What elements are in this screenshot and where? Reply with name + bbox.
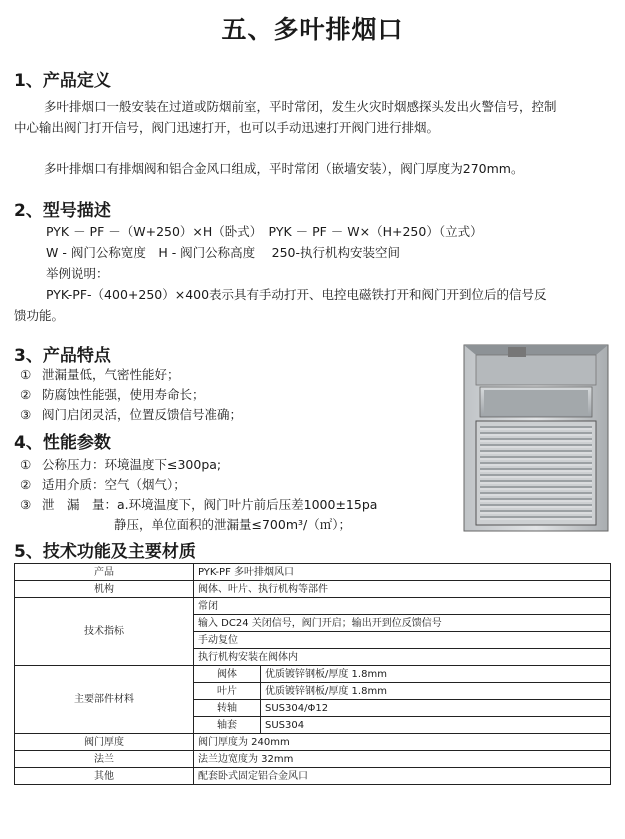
table-row (15, 581, 611, 598)
model-example-line2: 馈功能。 (14, 308, 65, 323)
table-value: SUS304/Φ12 (261, 700, 611, 717)
performance-item-continued: 静压，单位面积的泄漏量≤700m³/（㎡）； (114, 517, 351, 532)
table-row (15, 734, 611, 751)
table-value: SUS304 (261, 717, 611, 734)
performance-item: ③ 泄 漏 量：a.环境温度下，阀门叶片前后压差1000±15pa (20, 497, 378, 512)
table-value: 优质镀锌钢板/厚度 1.8mm (261, 683, 611, 700)
table-row (15, 751, 611, 768)
table-label: 其他 (15, 768, 194, 785)
section-heading-definition: 1、产品定义 (14, 71, 111, 91)
table-value: 法兰边宽度为 32mm (194, 751, 611, 768)
definition-paragraph-line1: 多叶排烟口一般安装在过道或防烟前室，平时常闭，发生火灾时烟感探头发出火警信号，控制 (44, 99, 557, 114)
table-label: 阀门厚度 (15, 734, 194, 751)
table-row (15, 768, 611, 785)
definition-paragraph-2: 多叶排烟口有排烟阀和铝合金风口组成，平时常闭（嵌墙安装），阀门厚度为270mm。 (44, 161, 524, 176)
table-value: 手动复位 (194, 632, 611, 649)
table-value: 输入 DC24 关闭信号，阀门开启；输出开到位反馈信号 (194, 615, 611, 632)
section-heading-materials: 5、技术功能及主要材质 (14, 542, 196, 562)
table-part: 轴套 (194, 717, 261, 734)
spec-table (14, 563, 611, 785)
table-row (15, 666, 611, 683)
table-row (15, 598, 611, 615)
feature-item: ② 防腐蚀性能强，使用寿命长； (20, 387, 205, 402)
performance-item: ② 适用介质：空气（烟气）； (20, 477, 186, 492)
smoke-exhaust-vent-image (462, 343, 610, 533)
feature-item: ③ 阀门启闭灵活，位置反馈信号准确； (20, 407, 243, 422)
model-example-label: 举例说明： (46, 266, 109, 281)
table-label: 技术指标 (15, 598, 194, 666)
table-value: 优质镀锌钢板/厚度 1.8mm (261, 666, 611, 683)
model-example-line1: PYK-PF-（400+250）×400表示具有手动打开、电控电磁铁打开和阀门开到位后的信号反 (46, 287, 547, 302)
table-label: 机构 (15, 581, 194, 598)
table-part: 阀体 (194, 666, 261, 683)
table-label: 主要部件材料 (15, 666, 194, 734)
section-heading-features: 3、产品特点 (14, 346, 111, 366)
table-part: 叶片 (194, 683, 261, 700)
page-title: 五、多叶排烟口 (221, 15, 404, 44)
model-format-line: PYK － PF －（W+250）×H（卧式） PYK － PF － W×（H+250）（立式） (46, 224, 483, 239)
table-value: 常闭 (194, 598, 611, 615)
section-heading-performance: 4、性能参数 (14, 433, 111, 453)
table-value: PYK-PF 多叶排烟风口 (194, 564, 611, 581)
table-value: 配套卧式固定铝合金风口 (194, 768, 611, 785)
definition-paragraph-line2: 中心输出阀门打开信号，阀门迅速打开，也可以手动迅速打开阀门进行排烟。 (14, 120, 440, 135)
table-value: 阀门厚度为 240mm (194, 734, 611, 751)
table-row (15, 564, 611, 581)
table-label: 法兰 (15, 751, 194, 768)
section-heading-model: 2、型号描述 (14, 201, 111, 221)
performance-item: ① 公称压力：环境温度下≤300pa; (20, 457, 222, 472)
table-value: 阀体、叶片、执行机构等部件 (194, 581, 611, 598)
feature-item: ① 泄漏量低，气密性能好； (20, 367, 180, 382)
table-label: 产品 (15, 564, 194, 581)
model-legend-line: W - 阀门公称宽度 H - 阀门公称高度 250-执行机构安装空间 (46, 245, 401, 260)
table-part: 转轴 (194, 700, 261, 717)
table-value: 执行机构安装在阀体内 (194, 649, 611, 666)
